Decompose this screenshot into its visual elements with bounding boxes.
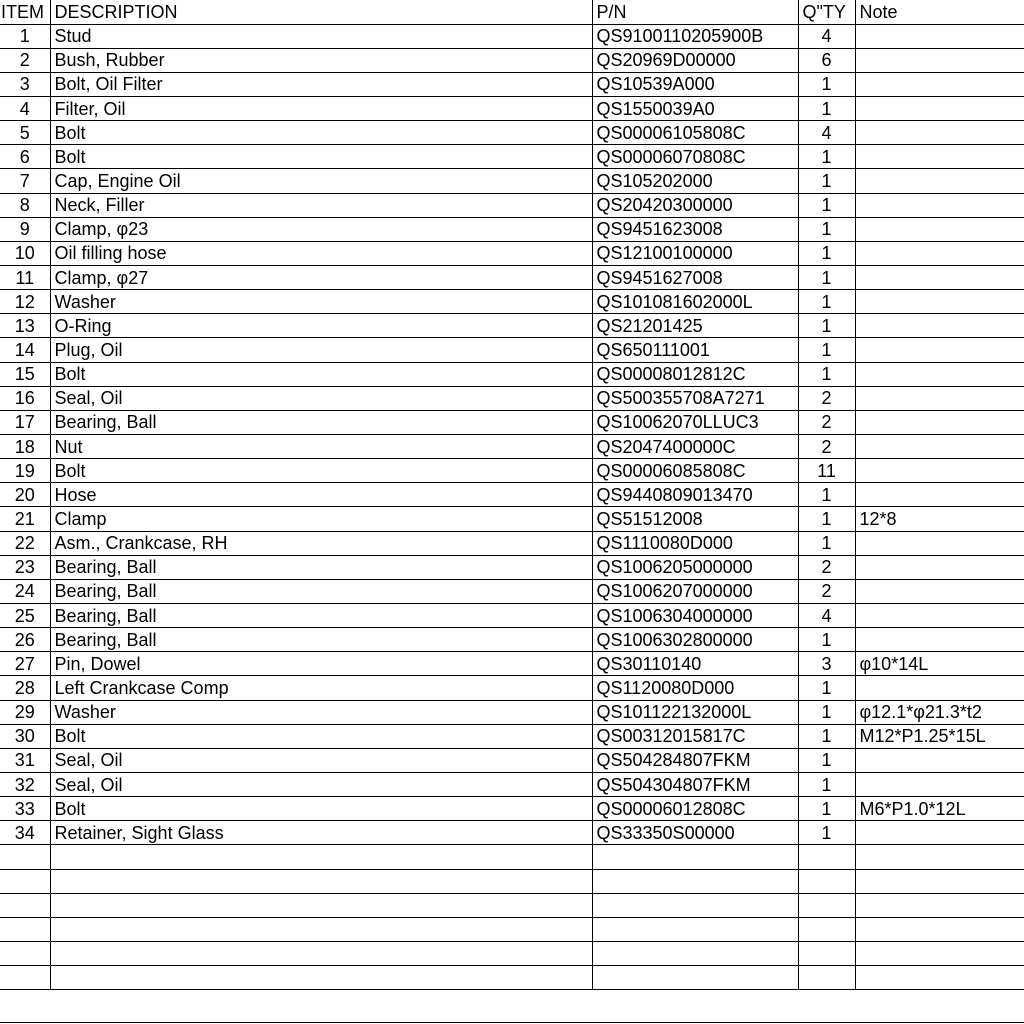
cell-note — [855, 531, 1024, 555]
cell-pn: QS20969D00000 — [592, 48, 798, 72]
cell-qty: 1 — [798, 266, 855, 290]
cell-note — [855, 290, 1024, 314]
cell-qty: 1 — [798, 797, 855, 821]
cell-qty: 1 — [798, 628, 855, 652]
cell-item — [0, 917, 50, 941]
cell-pn: QS101122132000L — [592, 700, 798, 724]
cell-qty: 1 — [798, 676, 855, 700]
cell-note — [855, 821, 1024, 845]
cell-pn: QS00006105808C — [592, 121, 798, 145]
cell-note — [855, 121, 1024, 145]
cell-pn: QS9440809013470 — [592, 483, 798, 507]
cell-item: 10 — [0, 241, 50, 265]
cell-pn: QS20420300000 — [592, 193, 798, 217]
cell-pn: QS00006085808C — [592, 459, 798, 483]
table-row — [0, 748, 1024, 772]
cell-note — [855, 410, 1024, 434]
cell-description: Washer — [50, 290, 592, 314]
cell-note — [855, 97, 1024, 121]
cell-note: M12*P1.25*15L — [855, 724, 1024, 748]
cell-pn: QS00006070808C — [592, 145, 798, 169]
cell-description: Bolt — [50, 459, 592, 483]
table-row — [0, 579, 1024, 603]
header-row — [0, 0, 1024, 24]
cell-qty: 2 — [798, 555, 855, 579]
table-row — [0, 193, 1024, 217]
cell-description: Neck, Filler — [50, 193, 592, 217]
cell-pn: QS30110140 — [592, 652, 798, 676]
cell-description: Bearing, Ball — [50, 579, 592, 603]
cell-item: 9 — [0, 217, 50, 241]
table-row — [0, 821, 1024, 845]
table-row — [0, 145, 1024, 169]
table-row — [0, 48, 1024, 72]
cell-description: Washer — [50, 700, 592, 724]
cell-item: 30 — [0, 724, 50, 748]
cell-description: Oil filling hose — [50, 241, 592, 265]
cell-description: Bolt, Oil Filter — [50, 72, 592, 96]
cell-pn: QS10062070LLUC3 — [592, 410, 798, 434]
cell-qty: 1 — [798, 72, 855, 96]
cell-description: Bolt — [50, 724, 592, 748]
cell-qty: 1 — [798, 507, 855, 531]
table-row — [0, 724, 1024, 748]
cell-description: Left Crankcase Comp — [50, 676, 592, 700]
table-row — [0, 700, 1024, 724]
table-row — [0, 604, 1024, 628]
cell-pn — [592, 941, 798, 965]
table-row — [0, 169, 1024, 193]
cell-description: Cap, Engine Oil — [50, 169, 592, 193]
cell-item: 22 — [0, 531, 50, 555]
cell-pn: QS00008012812C — [592, 362, 798, 386]
cell-qty — [798, 917, 855, 941]
cell-description: Stud — [50, 24, 592, 48]
cell-pn: QS1006207000000 — [592, 579, 798, 603]
cell-note — [855, 266, 1024, 290]
cell-qty: 4 — [798, 604, 855, 628]
cell-description — [50, 941, 592, 965]
table-row — [0, 966, 1024, 990]
cell-qty — [798, 893, 855, 917]
cell-note — [855, 869, 1024, 893]
cell-qty: 1 — [798, 483, 855, 507]
cell-note — [855, 917, 1024, 941]
cell-qty — [798, 845, 855, 869]
cell-item: 12 — [0, 290, 50, 314]
cell-item: 7 — [0, 169, 50, 193]
table-row — [0, 507, 1024, 531]
cell-item — [0, 893, 50, 917]
cell-description: Seal, Oil — [50, 386, 592, 410]
table-row — [0, 628, 1024, 652]
cell-item: 17 — [0, 410, 50, 434]
cell-note — [855, 555, 1024, 579]
cell-item: 8 — [0, 193, 50, 217]
cell-qty: 1 — [798, 314, 855, 338]
cell-item: 2 — [0, 48, 50, 72]
cell-item: 27 — [0, 652, 50, 676]
table-row — [0, 241, 1024, 265]
cell-description: Asm., Crankcase, RH — [50, 531, 592, 555]
table-row — [0, 773, 1024, 797]
cell-description: Bearing, Ball — [50, 555, 592, 579]
cell-qty — [798, 869, 855, 893]
cell-note — [855, 386, 1024, 410]
cell-item: 29 — [0, 700, 50, 724]
cell-pn — [592, 893, 798, 917]
cell-note — [855, 48, 1024, 72]
cell-item: 24 — [0, 579, 50, 603]
cell-qty: 3 — [798, 652, 855, 676]
cell-note: φ12.1*φ21.3*t2 — [855, 700, 1024, 724]
table-row — [0, 24, 1024, 48]
cell-item: 31 — [0, 748, 50, 772]
header-pn: P/N — [592, 0, 798, 24]
table-row — [0, 290, 1024, 314]
cell-description: Bearing, Ball — [50, 628, 592, 652]
cell-note — [855, 362, 1024, 386]
cell-note — [855, 24, 1024, 48]
cell-description: Bearing, Ball — [50, 410, 592, 434]
cell-pn: QS1550039A0 — [592, 97, 798, 121]
cell-item: 28 — [0, 676, 50, 700]
cell-note — [855, 579, 1024, 603]
table-row — [0, 459, 1024, 483]
cell-description: Bush, Rubber — [50, 48, 592, 72]
cell-item: 6 — [0, 145, 50, 169]
cell-pn — [592, 917, 798, 941]
cell-pn: QS1120080D000 — [592, 676, 798, 700]
cell-description — [50, 869, 592, 893]
cell-note — [855, 845, 1024, 869]
cell-qty: 1 — [798, 217, 855, 241]
table-row — [0, 483, 1024, 507]
cell-item: 20 — [0, 483, 50, 507]
cell-description: Bolt — [50, 121, 592, 145]
cell-pn: QS10539A000 — [592, 72, 798, 96]
table-row — [0, 410, 1024, 434]
table-row — [0, 362, 1024, 386]
cell-qty: 1 — [798, 97, 855, 121]
cell-note: M6*P1.0*12L — [855, 797, 1024, 821]
cell-pn: QS33350S00000 — [592, 821, 798, 845]
header-description: DESCRIPTION — [50, 0, 592, 24]
cell-description — [50, 966, 592, 990]
cell-pn: QS650111001 — [592, 338, 798, 362]
cell-description: Clamp, φ27 — [50, 266, 592, 290]
bottom-rule — [0, 1022, 1024, 1023]
cell-note — [855, 314, 1024, 338]
cell-item: 3 — [0, 72, 50, 96]
cell-note — [855, 193, 1024, 217]
cell-note: 12*8 — [855, 507, 1024, 531]
cell-description: Clamp — [50, 507, 592, 531]
cell-pn: QS500355708A7271 — [592, 386, 798, 410]
table-row — [0, 941, 1024, 965]
cell-item — [0, 845, 50, 869]
cell-qty: 2 — [798, 386, 855, 410]
cell-note — [855, 941, 1024, 965]
cell-item: 5 — [0, 121, 50, 145]
cell-pn: QS105202000 — [592, 169, 798, 193]
cell-item — [0, 941, 50, 965]
cell-description: Bolt — [50, 797, 592, 821]
cell-note: φ10*14L — [855, 652, 1024, 676]
table-row — [0, 217, 1024, 241]
cell-pn: QS9451623008 — [592, 217, 798, 241]
header-item: ITEM — [0, 0, 50, 24]
cell-description: Filter, Oil — [50, 97, 592, 121]
table-row — [0, 386, 1024, 410]
cell-pn: QS51512008 — [592, 507, 798, 531]
cell-item: 16 — [0, 386, 50, 410]
cell-pn: QS504284807FKM — [592, 748, 798, 772]
cell-item: 25 — [0, 604, 50, 628]
cell-note — [855, 604, 1024, 628]
header-qty: Q"TY — [798, 0, 855, 24]
parts-table-body — [0, 24, 1024, 990]
cell-item: 11 — [0, 266, 50, 290]
cell-pn — [592, 845, 798, 869]
cell-qty: 1 — [798, 724, 855, 748]
cell-item: 32 — [0, 773, 50, 797]
cell-pn: QS1110080D000 — [592, 531, 798, 555]
cell-note — [855, 241, 1024, 265]
cell-description — [50, 917, 592, 941]
cell-description: Seal, Oil — [50, 748, 592, 772]
table-row — [0, 917, 1024, 941]
cell-qty: 1 — [798, 821, 855, 845]
cell-item: 26 — [0, 628, 50, 652]
cell-description: Seal, Oil — [50, 773, 592, 797]
cell-note — [855, 169, 1024, 193]
cell-pn: QS1006304000000 — [592, 604, 798, 628]
cell-description: Bolt — [50, 145, 592, 169]
cell-qty: 1 — [798, 773, 855, 797]
cell-qty: 4 — [798, 24, 855, 48]
cell-item: 23 — [0, 555, 50, 579]
cell-pn: QS2047400000C — [592, 435, 798, 459]
cell-qty: 1 — [798, 145, 855, 169]
table-row — [0, 797, 1024, 821]
cell-note — [855, 145, 1024, 169]
table-row — [0, 266, 1024, 290]
cell-description: Retainer, Sight Glass — [50, 821, 592, 845]
parts-table-header — [0, 0, 1024, 24]
cell-pn: QS9100110205900B — [592, 24, 798, 48]
header-note: Note — [855, 0, 1024, 24]
table-row — [0, 72, 1024, 96]
table-row — [0, 121, 1024, 145]
cell-pn: QS21201425 — [592, 314, 798, 338]
cell-description — [50, 845, 592, 869]
table-row — [0, 97, 1024, 121]
cell-note — [855, 483, 1024, 507]
cell-description: Pin, Dowel — [50, 652, 592, 676]
cell-description: Hose — [50, 483, 592, 507]
cell-pn: QS1006205000000 — [592, 555, 798, 579]
cell-note — [855, 966, 1024, 990]
cell-note — [855, 893, 1024, 917]
cell-item: 1 — [0, 24, 50, 48]
table-row — [0, 845, 1024, 869]
cell-qty: 6 — [798, 48, 855, 72]
table-row — [0, 676, 1024, 700]
cell-qty — [798, 966, 855, 990]
cell-item — [0, 869, 50, 893]
table-row — [0, 338, 1024, 362]
cell-note — [855, 676, 1024, 700]
cell-item: 33 — [0, 797, 50, 821]
cell-pn — [592, 966, 798, 990]
table-row — [0, 531, 1024, 555]
cell-qty: 1 — [798, 169, 855, 193]
cell-pn: QS00312015817C — [592, 724, 798, 748]
cell-pn: QS504304807FKM — [592, 773, 798, 797]
table-row — [0, 869, 1024, 893]
cell-item: 34 — [0, 821, 50, 845]
cell-description: Plug, Oil — [50, 338, 592, 362]
cell-note — [855, 435, 1024, 459]
cell-qty: 1 — [798, 338, 855, 362]
cell-qty: 1 — [798, 362, 855, 386]
cell-pn — [592, 869, 798, 893]
cell-qty: 1 — [798, 700, 855, 724]
cell-note — [855, 459, 1024, 483]
cell-item: 4 — [0, 97, 50, 121]
cell-pn: QS101081602000L — [592, 290, 798, 314]
cell-note — [855, 748, 1024, 772]
table-row — [0, 652, 1024, 676]
cell-item: 14 — [0, 338, 50, 362]
cell-note — [855, 338, 1024, 362]
cell-item: 18 — [0, 435, 50, 459]
cell-qty — [798, 941, 855, 965]
table-row — [0, 893, 1024, 917]
cell-description: Bolt — [50, 362, 592, 386]
cell-description: Bearing, Ball — [50, 604, 592, 628]
cell-item: 13 — [0, 314, 50, 338]
cell-qty: 11 — [798, 459, 855, 483]
cell-description: O-Ring — [50, 314, 592, 338]
cell-pn: QS00006012808C — [592, 797, 798, 821]
cell-qty: 1 — [798, 193, 855, 217]
table-row — [0, 314, 1024, 338]
cell-qty: 1 — [798, 241, 855, 265]
cell-note — [855, 72, 1024, 96]
cell-qty: 1 — [798, 290, 855, 314]
cell-item — [0, 966, 50, 990]
cell-qty: 1 — [798, 531, 855, 555]
cell-pn: QS12100100000 — [592, 241, 798, 265]
cell-description: Nut — [50, 435, 592, 459]
cell-item: 19 — [0, 459, 50, 483]
cell-item: 21 — [0, 507, 50, 531]
table-row — [0, 435, 1024, 459]
cell-item: 15 — [0, 362, 50, 386]
cell-pn: QS1006302800000 — [592, 628, 798, 652]
cell-description — [50, 893, 592, 917]
cell-note — [855, 773, 1024, 797]
cell-qty: 1 — [798, 748, 855, 772]
cell-qty: 2 — [798, 579, 855, 603]
cell-note — [855, 628, 1024, 652]
table-row — [0, 555, 1024, 579]
cell-description: Clamp, φ23 — [50, 217, 592, 241]
cell-qty: 2 — [798, 435, 855, 459]
cell-qty: 4 — [798, 121, 855, 145]
cell-pn: QS9451627008 — [592, 266, 798, 290]
cell-qty: 2 — [798, 410, 855, 434]
cell-note — [855, 217, 1024, 241]
